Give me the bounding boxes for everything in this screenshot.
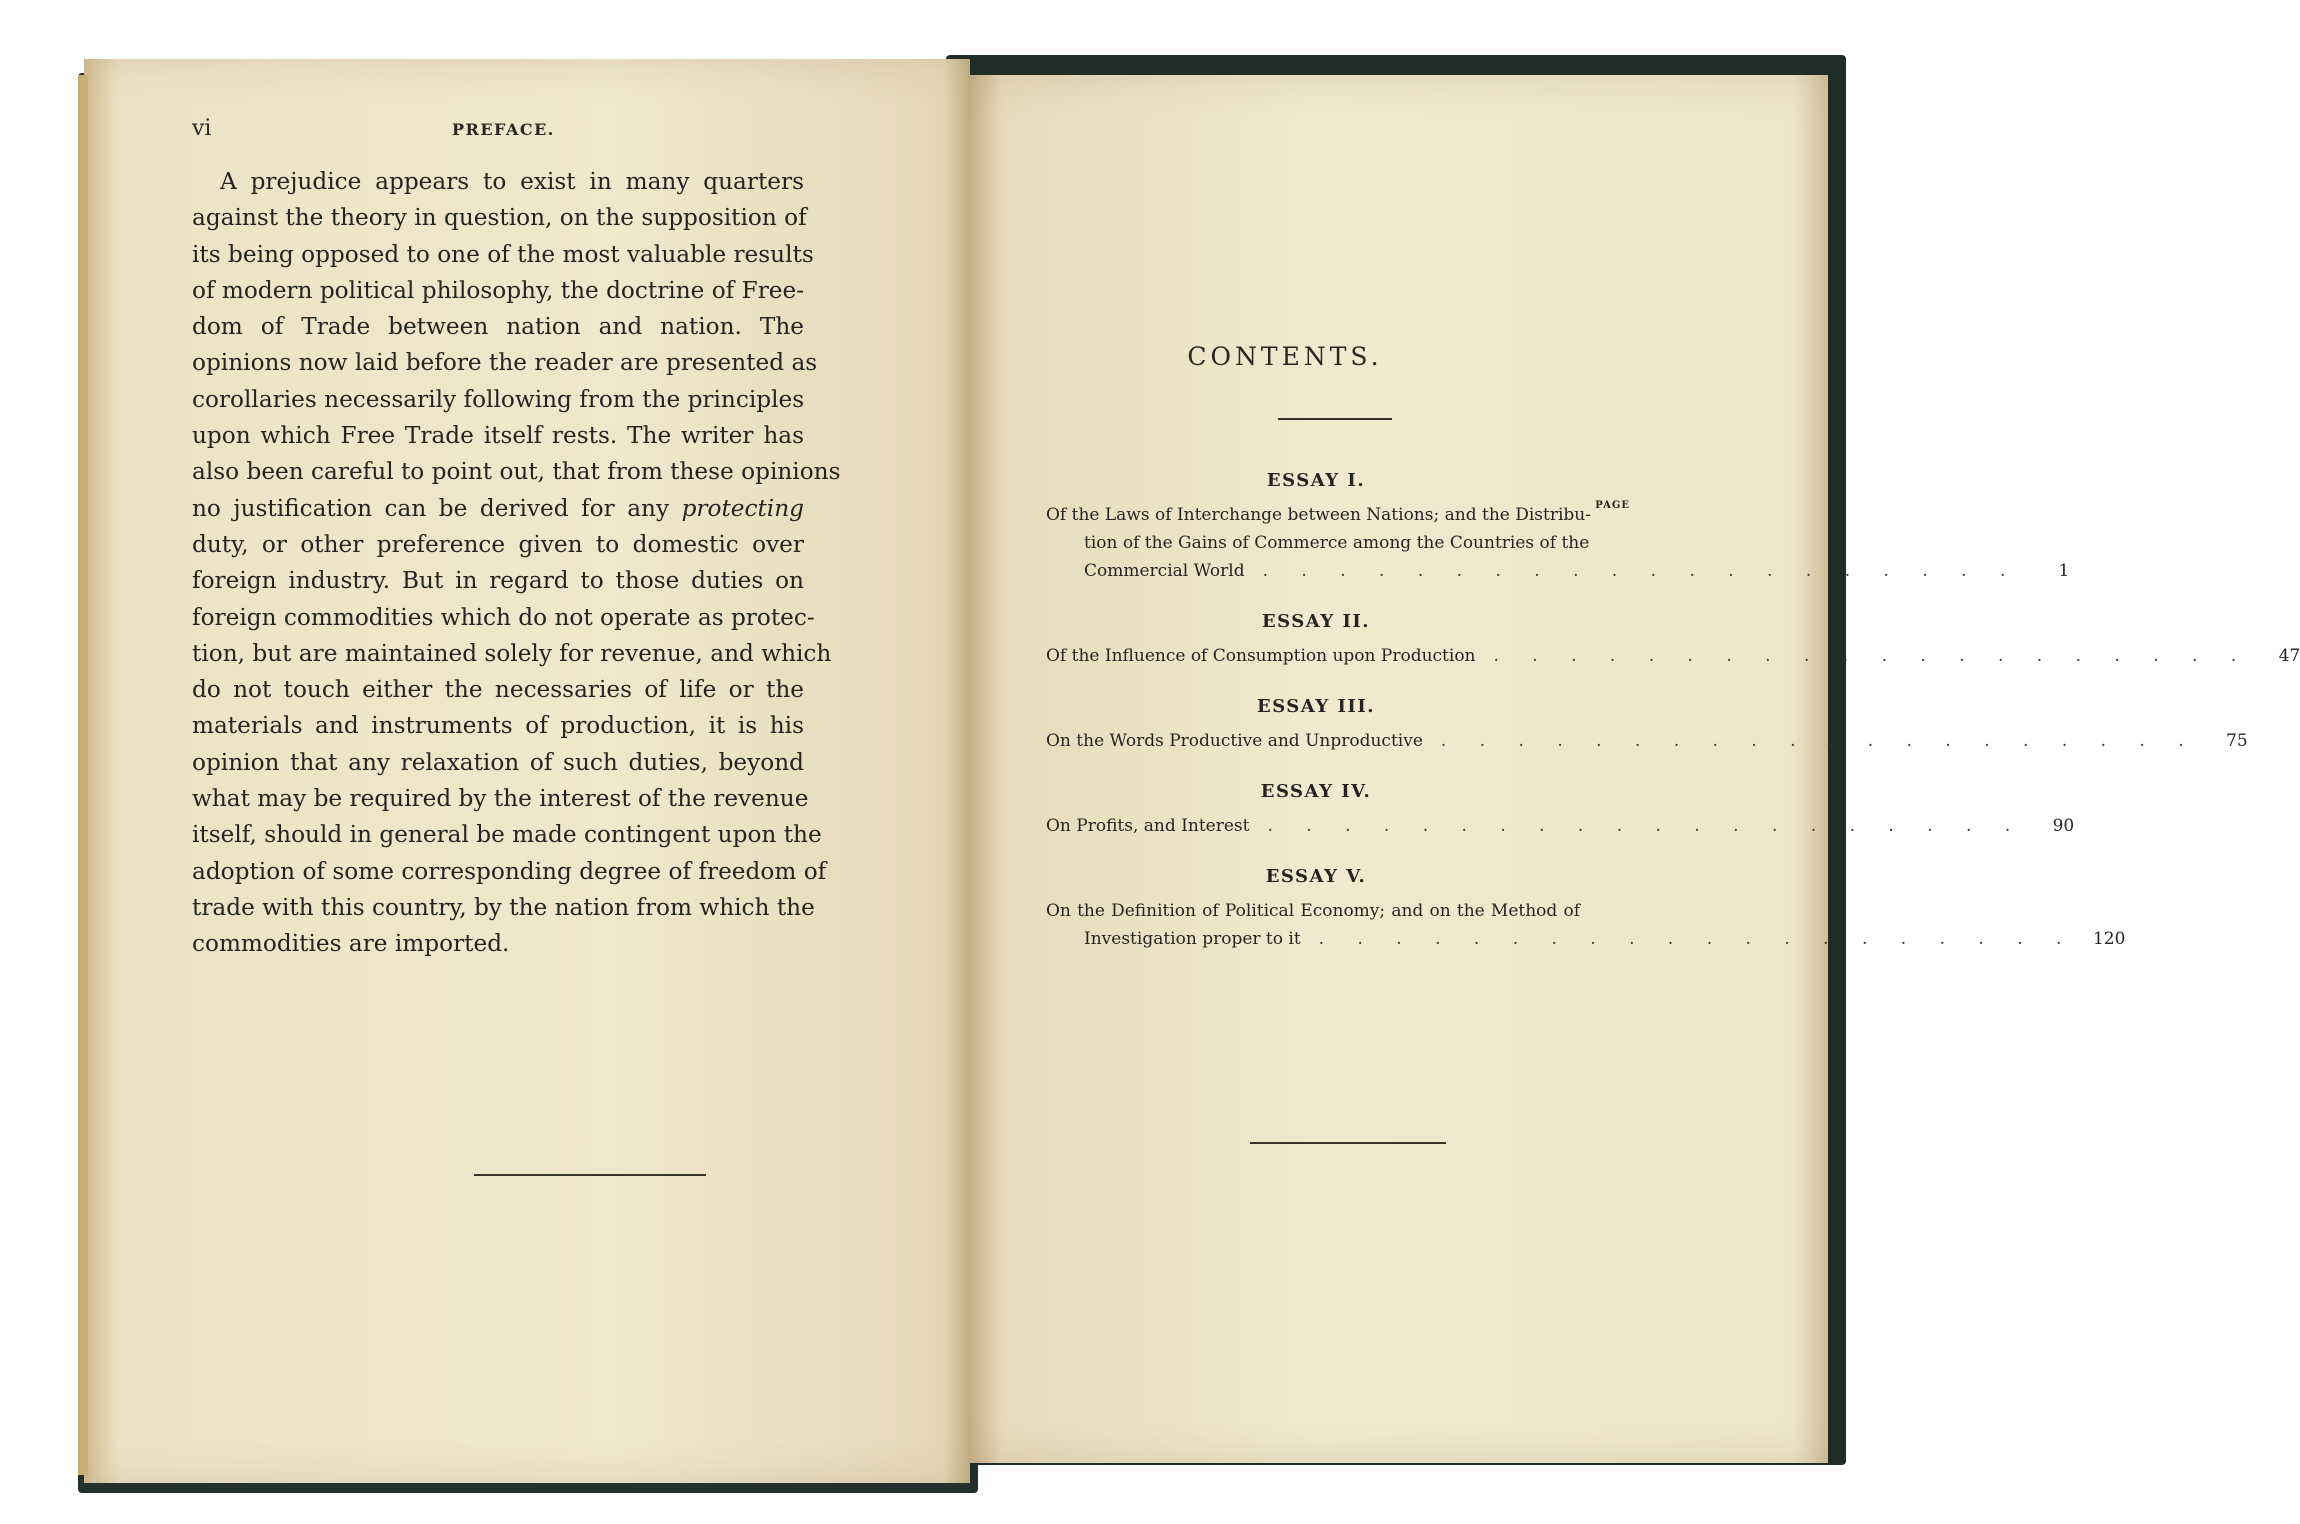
text-line: its being opposed to one of the most valuable results — [192, 240, 814, 268]
text-line: what may be required by the interest of the revenue — [192, 785, 809, 813]
text-line: do not touch either the necessaries of life or the — [192, 676, 804, 704]
toc-entry-line — [1046, 727, 2248, 755]
toc-entry-line — [1046, 812, 2075, 840]
text-line: duty, or other preference given to domestic over — [192, 530, 804, 558]
toc-entry — [1046, 897, 2126, 953]
leader-dots: . . . . . . . . . . . . . . . . . . . . — [1318, 929, 2076, 949]
toc-entry — [1046, 727, 2248, 755]
text-line: also been careful to point out, that from these opinions — [192, 458, 841, 486]
text-line: opinion that any relaxation of such duties, beyond — [192, 748, 804, 776]
text-line: dom of Trade between nation and nation. The — [192, 313, 804, 341]
toc-entry-line — [1046, 642, 2300, 670]
table-of-contents — [1046, 470, 2300, 979]
text-segment: no justification can be derived for any — [192, 494, 670, 522]
toc-entry-text: tion of the Gains of Commerce among the Countries of the — [1084, 533, 1590, 553]
toc-page-number: 120 — [2092, 929, 2126, 949]
essay-heading: ESSAY III. — [1256, 696, 1376, 717]
text-line: foreign commodities which do not operate as protec- — [192, 603, 815, 631]
leader-dots: . . . . . . . . . . . . . . . . . . . . — [1493, 646, 2251, 666]
toc-page-number: 1 — [2058, 561, 2070, 581]
text-line: foreign industry. But in regard to those duties on — [192, 567, 804, 595]
italic-word: protecting — [681, 494, 804, 522]
toc-entry — [1046, 501, 2070, 585]
text-line: adoption of some corresponding degree of freedom of — [192, 857, 827, 885]
contents-title: CONTENTS. — [1187, 342, 1383, 371]
section-rule — [474, 1174, 706, 1176]
toc-entry-text: Of the Influence of Consumption upon Production — [1046, 646, 1476, 666]
preface-paragraph — [192, 164, 841, 963]
essay-heading: ESSAY IV. — [1260, 781, 1372, 802]
toc-page-number: 75 — [2226, 731, 2248, 751]
text-line: upon which Free Trade itself rests. The writer has — [192, 422, 804, 450]
end-rule — [1250, 1142, 1446, 1144]
leader-dots: . . . . . . . . . . . . . . . . . . . . — [1440, 731, 2198, 751]
text-line: opinions now laid before the reader are presented as — [192, 349, 818, 377]
text-line: trade with this country, by the nation from which the — [192, 893, 815, 921]
page-edge — [78, 75, 88, 1475]
essay-heading: ESSAY V. — [1265, 866, 1367, 887]
leader-dots: . . . . . . . . . . . . . . . . . . . . — [1262, 561, 2020, 581]
toc-entry-text: On the Definition of Political Economy; and on the Method of — [1046, 901, 1580, 921]
toc-entry-text: On the Words Productive and Unproductive — [1046, 731, 1423, 751]
toc-entry-line — [1046, 925, 2126, 953]
toc-page-number: 90 — [2052, 816, 2075, 836]
toc-entry-text: Commercial World — [1084, 561, 1245, 581]
text-line: of modern political philosophy, the doctrine of Free- — [192, 276, 805, 304]
text-line: corollaries necessarily following from the principles — [192, 385, 805, 413]
running-head — [192, 116, 802, 146]
essay-heading: ESSAY II. — [1261, 611, 1371, 632]
toc-page-number: 47 — [2278, 646, 2300, 666]
toc-entry-text: Investigation proper to it — [1084, 929, 1301, 949]
toc-entry-text: Of the Laws of Interchange between Nations; and the Distribu- — [1046, 505, 1591, 525]
toc-entry — [1046, 812, 2075, 840]
leader-dots: . . . . . . . . . . . . . . . . . . . . — [1267, 816, 2025, 836]
text-line: materials and instruments of production, it is his — [192, 712, 804, 740]
toc-entry — [1046, 642, 2300, 670]
text-line: against the theory in question, on the supposition of — [192, 204, 807, 232]
text-line: A prejudice appears to exist in many quarters — [220, 168, 804, 195]
text-line: tion, but are maintained solely for revenue, and which — [192, 639, 832, 667]
text-line: itself, should in general be made contingent upon the — [192, 821, 822, 849]
toc-entry-line — [1046, 557, 2070, 585]
essay-heading: ESSAY I. — [1266, 470, 1366, 491]
running-head-title: PREFACE. — [452, 120, 555, 139]
page-column-label: PAGE — [1595, 500, 1630, 511]
toc-entry-text: On Profits, and Interest — [1046, 816, 1250, 836]
text-line-with-italic — [192, 491, 804, 527]
title-rule — [1278, 418, 1392, 420]
page-number: vi — [192, 116, 212, 141]
text-line: commodities are imported. — [192, 930, 510, 958]
